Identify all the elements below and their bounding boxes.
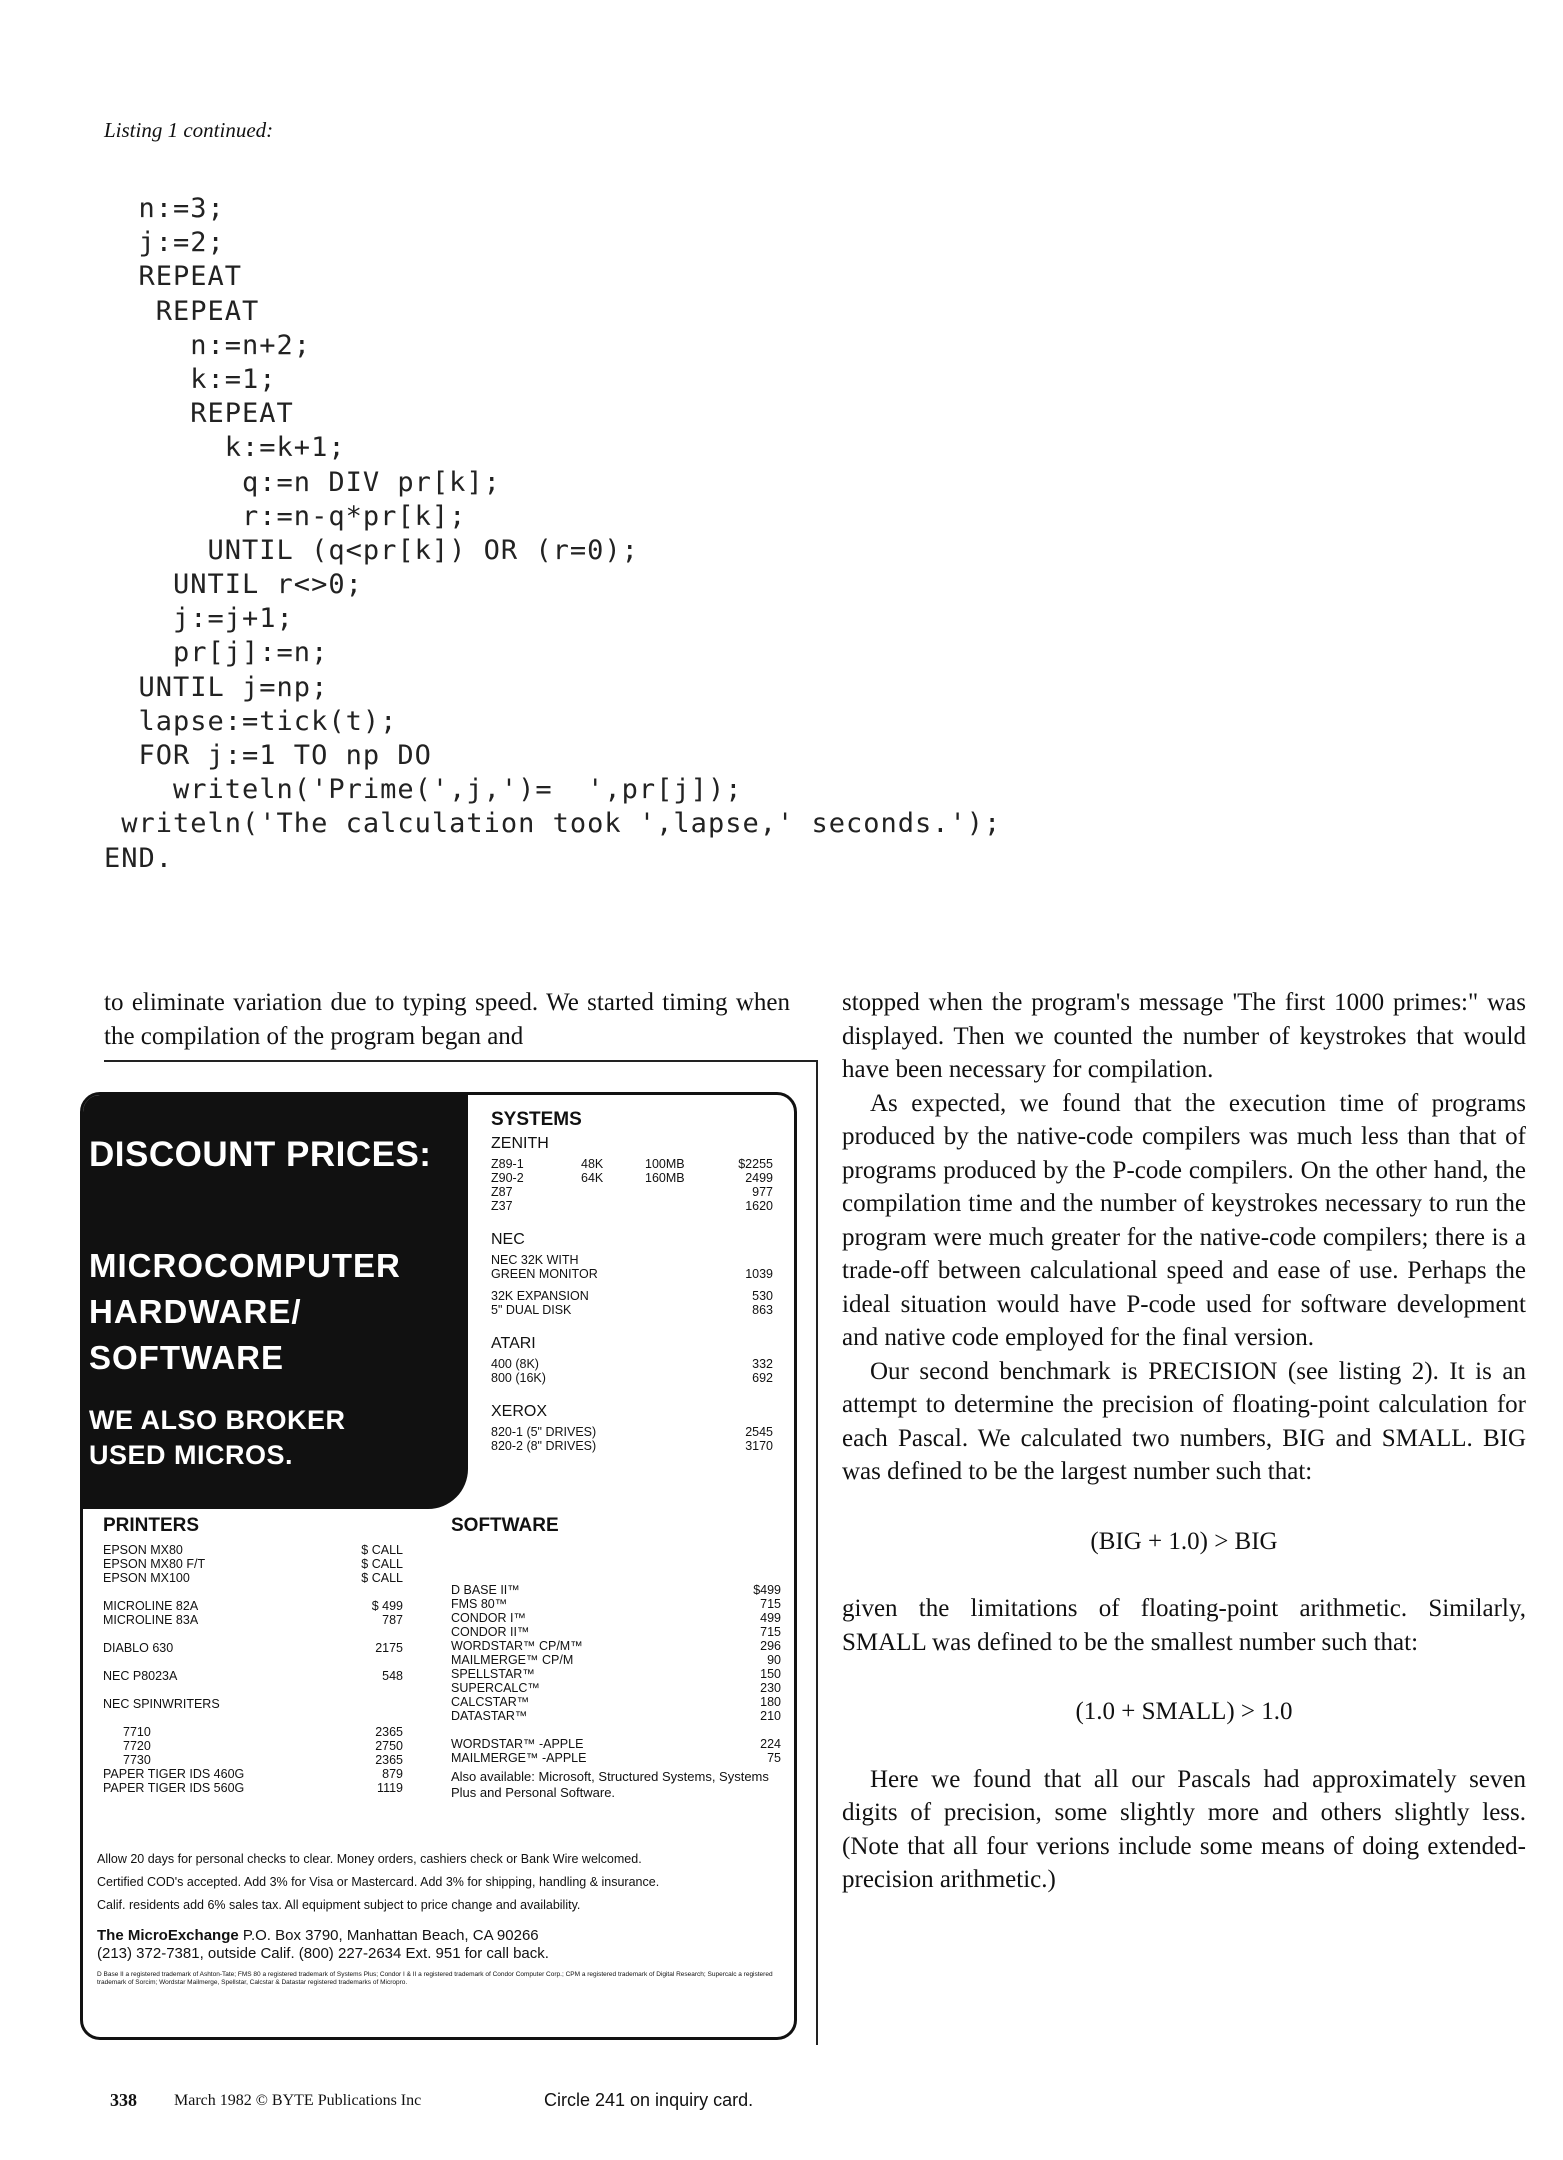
ad-subheadline-line: MICROCOMPUTER xyxy=(89,1247,401,1284)
equation-small: (1.0 + SMALL) > 1.0 xyxy=(1075,1698,1293,1725)
address: P.O. Box 3790, Manhattan Beach, CA 90266 xyxy=(242,1927,539,1944)
price-row: PAPER TIGER IDS 460G 879 xyxy=(103,1767,403,1781)
printers-title: PRINTERS xyxy=(103,1515,200,1536)
price-row: 800 (16K) 692 xyxy=(491,1371,773,1385)
price-row: SUPERCALC™ 230 xyxy=(451,1681,781,1695)
page-number: 338 xyxy=(110,2090,137,2110)
price-row: DIABLO 630 2175 xyxy=(103,1641,403,1655)
price-row: MICROLINE 82A $ 499 xyxy=(103,1599,403,1613)
inquiry-note: Circle 241 on inquiry card. xyxy=(544,2090,754,2110)
price-row: EPSON MX80 F/T $ CALL xyxy=(103,1557,403,1571)
price-row: FMS 80™ 715 xyxy=(451,1597,781,1611)
code-listing xyxy=(104,192,1001,876)
price-row: CONDOR I™ 499 xyxy=(451,1611,781,1625)
ad-broker-note xyxy=(89,1403,346,1473)
price-row: Z37 1620 xyxy=(491,1199,773,1213)
code-line: REPEAT xyxy=(104,295,260,327)
terms-line: Certified COD's accepted. Add 3% for Visa or Mastercard. Add 3% for shipping, handling & insurance. xyxy=(97,1875,660,1889)
horizontal-rule xyxy=(104,1060,816,1062)
price-row: 820-2 (8" DRIVES) 3170 xyxy=(491,1439,773,1453)
brand-atari: ATARI xyxy=(491,1335,536,1352)
price-row: CONDOR II™ 715 xyxy=(451,1625,781,1639)
brand-zenith: ZENITH xyxy=(491,1135,549,1152)
code-line: pr[j]:=n; xyxy=(104,637,329,669)
price-row: 820-1 (5" DRIVES) 2545 xyxy=(491,1425,773,1439)
ad-subheadline-line: SOFTWARE xyxy=(89,1339,284,1376)
right-column-text xyxy=(842,986,1526,1897)
trademark-notice: D Base II a registered trademark of Ashton-Tate; FMS 80 a registered trademark of Systems Plus; Condor I & II a registered trademark of Condor Computer Corp.; CPM a registered trademark of Digital Research; Supercalc a registered trademark of Sorcim; Wordstar Mailmerge, Spellstar, Calcstar & Datastar registered trademarks of Micropro. xyxy=(97,1971,773,1986)
ad-subheadline xyxy=(89,1243,401,1381)
price-row: NEC SPINWRITERS xyxy=(103,1697,220,1711)
price-row: MAILMERGE™ -APPLE 75 xyxy=(451,1751,781,1765)
code-line: lapse:=tick(t); xyxy=(104,705,398,737)
equation-big: (BIG + 1.0) > BIG xyxy=(1090,1527,1278,1555)
price-row: SPELLSTAR™ 150 xyxy=(451,1667,781,1681)
price-row: DATASTAR™ 210 xyxy=(451,1709,781,1723)
paragraph: Our second benchmark is PRECISION (see listing 2). It is an attempt to determine the precision of floating-point calculation for each Pascal. We calculated two numbers, BIG and SMALL. BIG was defined to be the largest number such that: xyxy=(842,1357,1526,1485)
price-row: WORDSTAR™ -APPLE 224 xyxy=(451,1737,781,1751)
code-line: n:=3; xyxy=(104,193,225,224)
price-row: EPSON MX100 $ CALL xyxy=(103,1571,403,1585)
price-row: NEC 32K WITH xyxy=(491,1253,579,1267)
printers-section xyxy=(103,1515,403,1795)
brand-xerox: XEROX xyxy=(491,1403,548,1420)
paragraph: Here we found that all our Pascals had approximately seven digits of precision, some slightly more and others slightly less. (Note that all four verions include some means of doing extended-precision arithmetic.) xyxy=(842,1765,1526,1893)
code-line: END. xyxy=(104,842,174,874)
column-divider xyxy=(816,1060,818,2045)
code-line: REPEAT xyxy=(104,398,294,430)
price-row: WORDSTAR™ CP/M™ 296 xyxy=(451,1639,781,1653)
price-row: Z87 977 xyxy=(491,1185,773,1199)
price-row: 7720 2750 xyxy=(123,1739,403,1753)
price-row: 400 (8K) 332 xyxy=(491,1357,773,1371)
paragraph: stopped when the program's message 'The first 1000 primes:" was displayed. Then we counted the number of keystrokes that would have been necessary for compilation. xyxy=(842,989,1526,1083)
code-line: writeln('Prime(',j,')= ',pr[j]); xyxy=(104,774,743,806)
code-line: q:=n DIV pr[k]; xyxy=(104,466,501,498)
company-name: The MicroExchange xyxy=(97,1927,239,1944)
terms-line: Calif. residents add 6% sales tax. All equipment subject to price change and availability. xyxy=(97,1898,581,1912)
code-line: k:=k+1; xyxy=(104,432,346,464)
price-row: 32K EXPANSION 530 xyxy=(491,1289,773,1303)
code-line: n:=n+2; xyxy=(104,329,312,361)
ad-headline-panel xyxy=(83,1095,468,1509)
terms-line: Allow 20 days for personal checks to clear. Money orders, cashiers check or Bank Wire welcomed. xyxy=(97,1852,642,1866)
price-row: MICROLINE 83A 787 xyxy=(103,1613,403,1627)
ad-subheadline-line: HARDWARE/ xyxy=(89,1293,302,1330)
systems-section xyxy=(491,1109,773,1453)
price-row: NEC P8023A 548 xyxy=(103,1669,403,1683)
code-line: UNTIL j=np; xyxy=(104,671,329,703)
ad-headline: DISCOUNT PRICES: xyxy=(89,1135,432,1174)
paragraph: As expected, we found that the execution time of programs produced by the native-code compilers was much less than that of programs produced by the P-code compilers. On the other hand, the compilation time and the number of keystrokes necessary to run the program were much greater for the native-code compilers; there is a trade-off between calculational speed and ease of use. Perhaps the ideal situation would have P-code used for software development and native code employed for the final version. xyxy=(842,1089,1526,1351)
left-column-text xyxy=(104,986,790,1053)
brand-nec: NEC xyxy=(491,1231,525,1248)
paragraph: to eliminate variation due to typing speed. We started timing when the compilation of the program began and xyxy=(104,989,790,1050)
code-line: j:=2; xyxy=(104,227,225,259)
code-line: k:=1; xyxy=(104,363,277,395)
price-row: 7730 2365 xyxy=(123,1753,403,1767)
also-available-note: Also available: Microsoft, Structured Systems, Systems Plus and Personal Software. xyxy=(451,1769,769,1800)
price-row: EPSON MX80 $ CALL xyxy=(103,1543,403,1557)
code-line: UNTIL (q<pr[k]) OR (r=0); xyxy=(104,534,639,566)
price-row: 7710 2365 xyxy=(123,1725,403,1739)
software-section xyxy=(451,1515,781,1801)
code-line: UNTIL r<>0; xyxy=(104,569,363,601)
magazine-credit: March 1982 © BYTE Publications Inc xyxy=(174,2092,422,2109)
advertisement xyxy=(80,1092,797,2040)
price-row: Z89-1 48K 100MB $2255 xyxy=(491,1157,773,1171)
ad-broker-line: WE ALSO BROKER xyxy=(89,1405,346,1435)
phone: (213) 372-7381, outside Calif. (800) 227-2634 Ext. 951 for call back. xyxy=(97,1945,549,1962)
price-row: Z90-2 64K 160MB 2499 xyxy=(491,1171,773,1185)
price-row: 5" DUAL DISK 863 xyxy=(491,1303,773,1317)
price-row: PAPER TIGER IDS 560G 1119 xyxy=(103,1781,403,1795)
paragraph: given the limitations of floating-point arithmetic. Similarly, SMALL was defined to be the smallest number such that: xyxy=(842,1595,1526,1656)
code-line: r:=n-q*pr[k]; xyxy=(104,500,467,532)
ad-broker-line: USED MICROS. xyxy=(89,1440,294,1470)
listing-caption: Listing 1 continued: xyxy=(104,118,274,142)
price-row: D BASE II™ $499 xyxy=(451,1583,781,1597)
software-title: SOFTWARE xyxy=(451,1515,559,1536)
price-row: CALCSTAR™ 180 xyxy=(451,1695,781,1709)
company-address xyxy=(97,1927,785,1963)
code-line: j:=j+1; xyxy=(104,603,294,635)
price-row: MAILMERGE™ CP/M 90 xyxy=(451,1653,781,1667)
systems-title: SYSTEMS xyxy=(491,1109,582,1130)
code-line: REPEAT xyxy=(104,261,243,293)
ad-terms xyxy=(97,1852,785,1995)
price-row: GREEN MONITOR 1039 xyxy=(491,1267,773,1281)
code-line: writeln('The calculation took ',lapse,' seconds.'); xyxy=(104,808,1002,840)
code-line: FOR j:=1 TO np DO xyxy=(104,740,432,771)
